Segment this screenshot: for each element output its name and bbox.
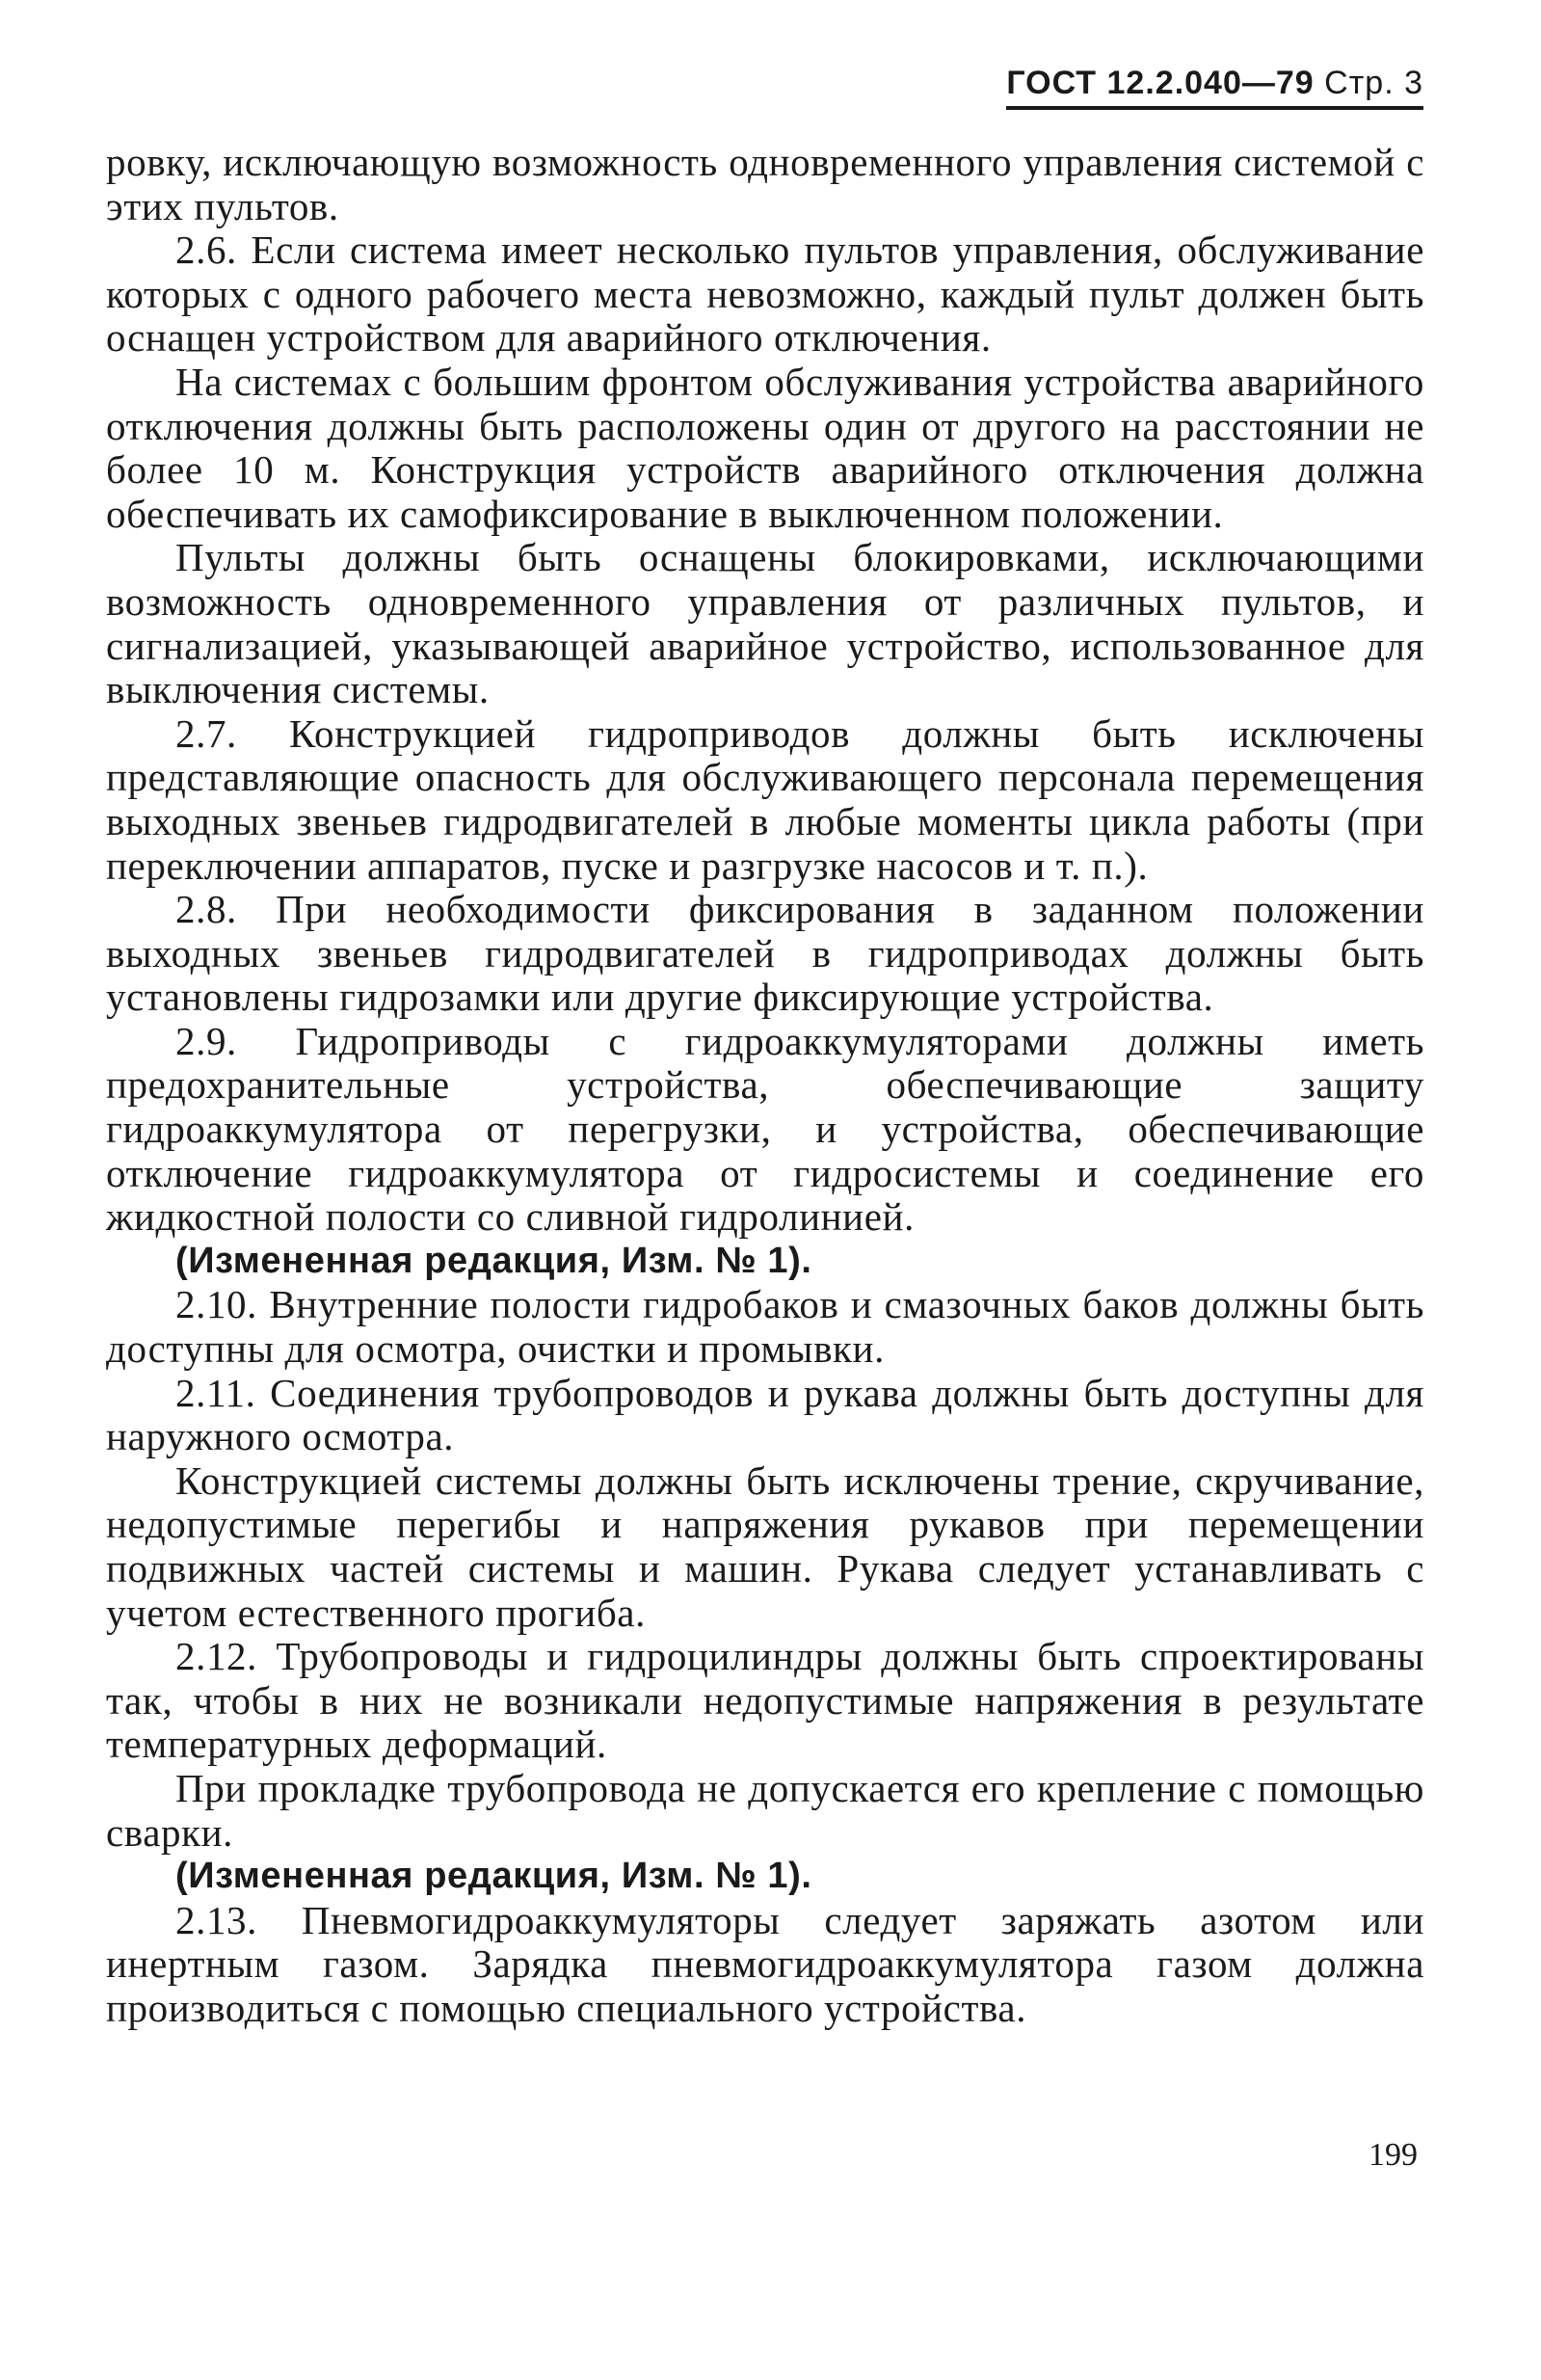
amendment-note: (Измененная редакция, Изм. № 1). [175,1240,812,1281]
paragraph-2-13: 2.13. Пневмогидроаккумуляторы следует заряжать азотом или инертным газом. Зарядка пневмогидроаккумулятора газом должна производиться с помощью специального устройства. [106,1897,1424,2030]
paragraph-emergency-devices: На системах с большим фронтом обслуживания устройства аварийного отключения должны быть расположены один от другого на расстоянии не более 10 м. Конструкция устройств аварийного отключения должна обеспечивать их самофиксирование в выключенном положении. [106,359,1424,536]
body-text [106,141,1424,2031]
paragraph-2-12: 2.12. Трубопроводы и гидроцилиндры должны быть спроектированы так, чтобы в них не возникали недопустимые напряжения в результате температурных деформаций. [106,1634,1424,1767]
paragraph-interlocks: Пульты должны быть оснащены блокировками, исключающими возможность одновременного управления от различных пультов, и сигнализацией, указывающей аварийное устройство, использованное для выключения системы. [106,535,1424,712]
paragraph-continuation: ровку, исключающую возможность одновременного управления системой с этих пультов. [106,140,1424,228]
page-number: 199 [1368,2137,1418,2173]
paragraph-2-6: 2.6. Если система имеет несколько пультов управления, обслуживание которых с одного рабочего места невозможно, каждый пульт должен быть оснащен устройством для аварийного отключения. [106,227,1424,361]
paragraph-welding: При прокладке трубопровода не допускается его крепление с помощью сварки. [106,1765,1424,1855]
amendment-note: (Измененная редакция, Изм. № 1). [175,1856,812,1897]
page-header [1006,64,1423,110]
paragraph-2-8: 2.8. При необходимости фиксирования в заданном положении выходных звеньев гидродвигателей в гидроприводах должны быть установлены гидрозамки или другие фиксирующие устройства. [106,887,1424,1020]
paragraph-2-9: 2.9. Гидроприводы с гидроаккумуляторами должны иметь предохранительные устройства, обеспечивающие защиту гидроаккумулятора от перегрузки, и устройства, обеспечивающие отключение гидроаккумулятора от гидросистемы и соединение его жидкостной полости со сливной гидролинией. [106,1018,1424,1240]
standard-code: ГОСТ 12.2.040—79 [1006,65,1315,101]
paragraph-2-7: 2.7. Конструкцией гидроприводов должны быть исключены представляющие опасность для обслуживающего персонала перемещения выходных звеньев гидродвигателей в любые моменты цикла работы (при переключении аппаратов, пуске и разгрузке насосов и т. п.). [106,710,1424,888]
page-label: Стр. 3 [1324,65,1423,101]
paragraph-2-11: 2.11. Соединения трубопроводов и рукава должны быть доступны для наружного осмотра. [106,1370,1424,1459]
paragraph-hoses: Конструкцией системы должны быть исключены трение, скручивание, недопустимые перегибы и напряжения рукавов при перемещении подвижных частей системы и машин. Рукава следует устанавливать с учетом естественного прогиба. [106,1457,1424,1635]
paragraph-2-10: 2.10. Внутренние полости гидробаков и смазочных баков должны быть доступны для осмотра, очистки и промывки. [106,1282,1424,1372]
